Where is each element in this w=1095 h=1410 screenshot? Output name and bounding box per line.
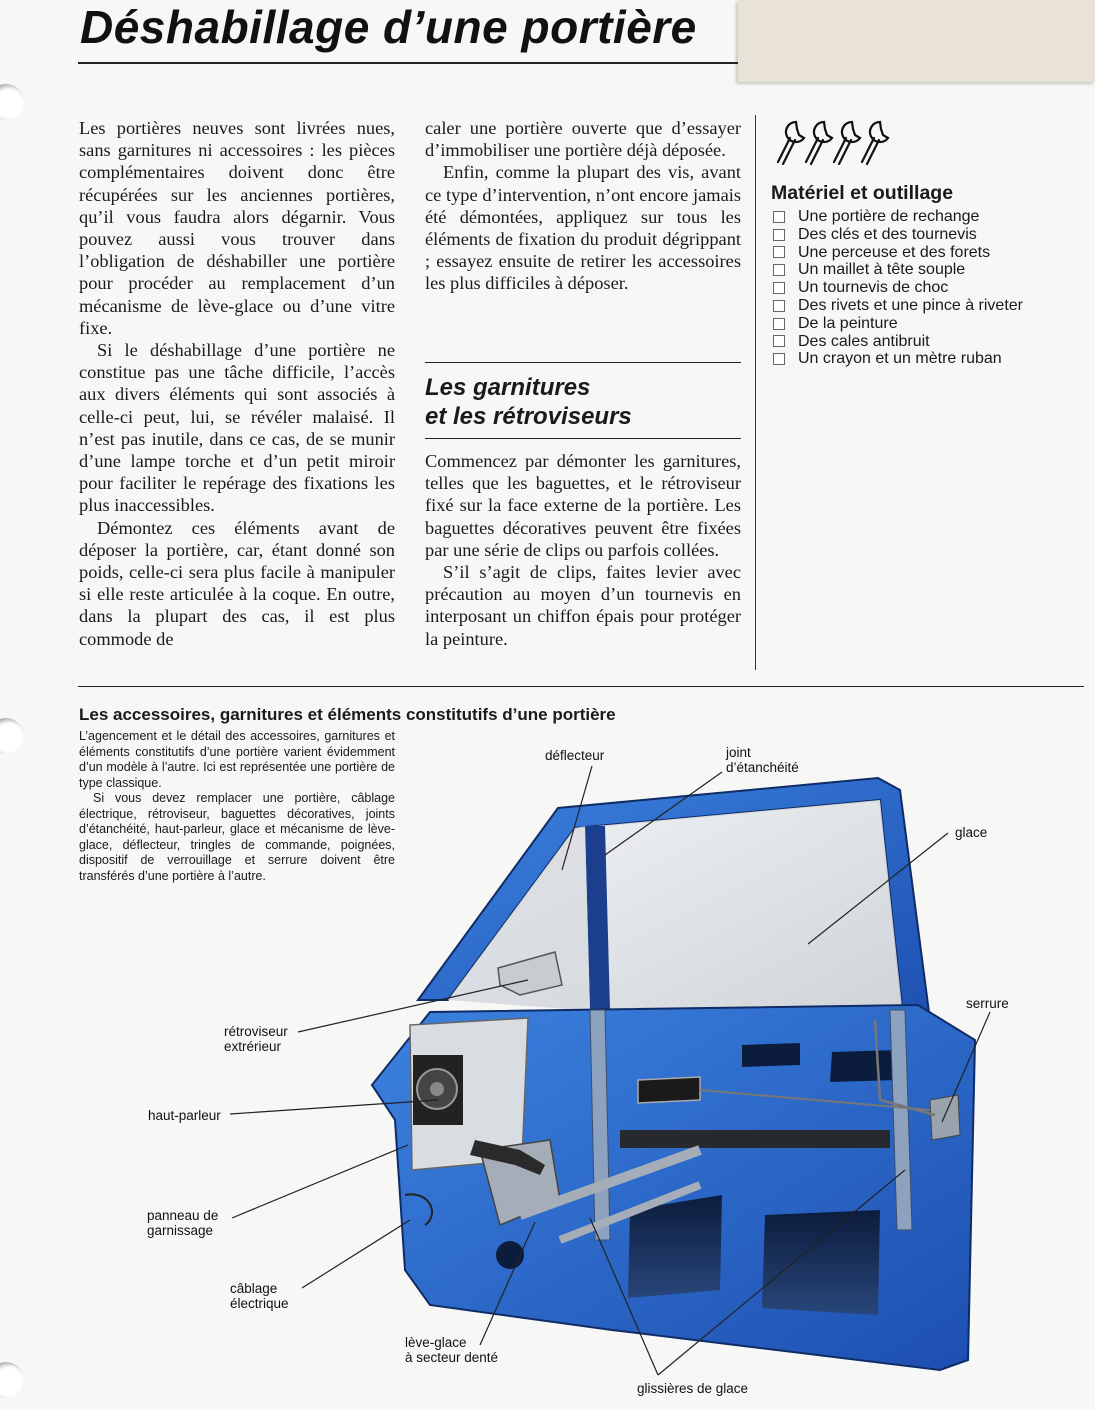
caption-paragraph: L’agencement et le détail des accessoires, garnitures et éléments constitutifs d’une portière varient évidemment d’un modèle à l’autre. Ici est représentée une portière de type classique. [79,729,395,790]
label-serrure: serrure [966,996,1009,1011]
label-line: joint [726,745,751,760]
label-joint [726,745,799,775]
section-title-line: Les garnitures [425,374,591,401]
page-title: Déshabillage d’une portière [80,1,697,53]
label-deflecteur: déflecteur [545,748,605,763]
glissiere-bar [620,1130,890,1148]
checklist-item-label: Une portière de rechange [798,208,980,225]
label-line: panneau de [147,1208,219,1223]
paragraph: S’il s’agit de clips, faites levier avec précaution au moyen d’un tournevis en interposant un chiffon épais pour protéger la peinture. [425,562,741,649]
label-line: d’étanchéité [726,760,799,775]
label-panneau [147,1208,218,1238]
figure-title: Les accessoires, garnitures et éléments constitutifs d’une portière [79,705,616,724]
checklist-item-label: De la peinture [798,314,898,332]
paragraph: Enfin, comme la plupart des vis, avant ce type d’intervention, n’ont encore jamais été démontées, appliquez sur tous les éléments de fixation du produit dégrippant ; essayez ensuite de retirer les accessoires les plus difficiles à déposer. [425,162,741,294]
serrure-body [930,1095,960,1140]
paragraph: Les portières neuves sont livrées nues, sans garnitures ni accessoires : les pièces complémentaires doivent donc être récupérées sur les anciennes portières, qu’il vous faudra alors dégarnir. Vous pouvez aussi vous trouver dans l’obligation de déshabiller une portière pour procéder au remplacement d’un mécanisme de lève-glace ou d’une vitre fixe. [79,118,395,338]
caption-paragraph: Si vous devez remplacer une portière, câblage électrique, rétroviseur, baguettes décoratives, joints d’étanchéité, haut-parleur, glace et mécanisme de lève-glace, déflecteur, tringles de commande, poignées, dispositif de verrouillage et serrure doivent être transférés d’une portière à l’autre. [79,791,395,883]
checklist-item-label: Des rivets et une pince à riveter [798,296,1023,314]
checklist-item-label: Des clés et des tournevis [798,225,977,243]
door-opening [742,1043,800,1067]
label-cablage [230,1281,289,1311]
checklist-item-label: Un crayon et un mètre ruban [798,350,1002,368]
label-retroviseur [224,1024,288,1054]
paragraph: Si le déshabillage d’une portière ne constitue pas une tâche difficile, l’accès aux divers éléments qui sont associés à celle-ci peut, lui, se révéler malaisé. Il n’est pas inutile, dans ce cas, de se munir d’une lampe torche et d’un petit miroir pour faciliter le repérage des fixations les plus inaccessibles. [79,340,395,516]
tools-title: Matériel et outillage [771,182,954,204]
label-glissieres: glissières de glace [637,1381,749,1396]
label-line: extrérieur [224,1039,282,1054]
door-handle [638,1077,700,1103]
door-opening [830,1050,900,1082]
paragraph: caler une portière ouverte que d’essayer d’immobiliser une portière déjà déposée. [425,118,741,161]
haut-parleur-center [430,1082,444,1096]
label-line: rétroviseur [224,1024,288,1039]
checklist-item-label: Une perceuse et des forets [798,243,991,261]
label-leve-glace [405,1335,498,1365]
paragraph: Démontez ces éléments avant de déposer la portière, car, étant donné son poids, celle-ci sera plus facile à manipuler si elle reste articulée à la coque. En outre, dans la plupart des cas, il est plus commode de [79,517,395,649]
label-haut-parleur: haut-parleur [148,1108,221,1123]
leader-line [232,1145,408,1218]
leader-line [302,1220,410,1288]
paragraph: Commencez par démonter les garnitures, telles que les baguettes, et le rétroviseur fixé sur la face externe de la portière. Les baguettes décoratives peuvent être fixées par une série de clips ou parfois collées. [425,451,741,560]
section-title-line: et les rétroviseurs [425,403,632,430]
checklist-item-label: Un maillet à tête souple [798,261,966,279]
label-line: à secteur denté [405,1350,499,1365]
door-opening [762,1210,880,1315]
label-line: lève-glace [405,1335,467,1350]
label-glace: glace [955,825,988,840]
label-line: câblage [230,1281,278,1296]
label-line: garnissage [147,1223,214,1238]
label-line: électrique [230,1296,289,1311]
checklist-item-label: Des cales antibruit [798,332,930,350]
checklist-item-label: Un tournevis de choc [798,279,949,297]
